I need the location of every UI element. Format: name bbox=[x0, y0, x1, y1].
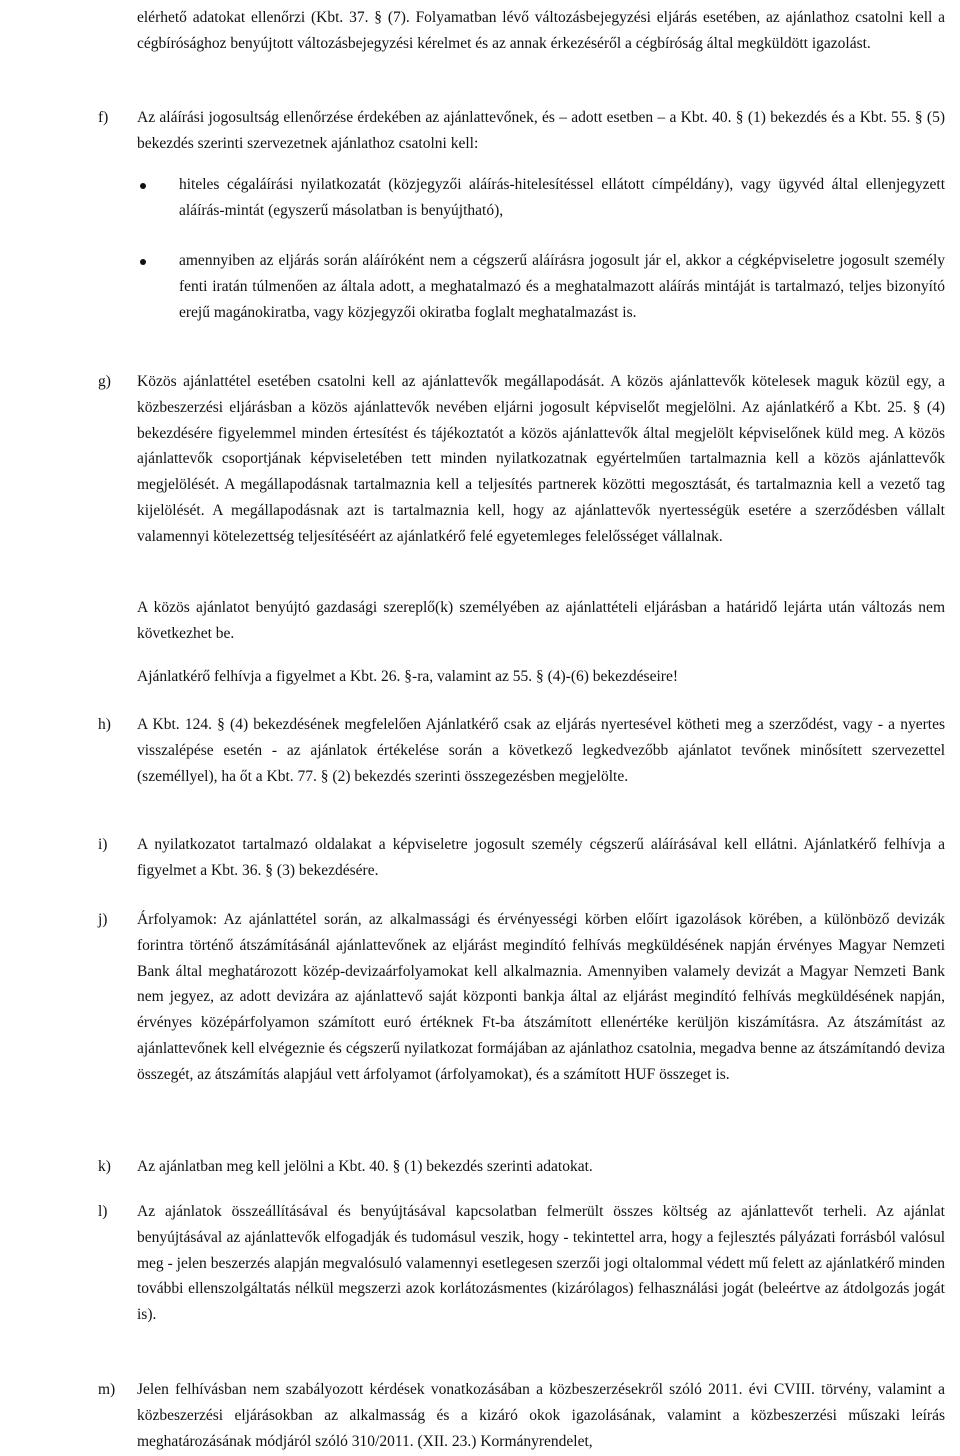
item-text-k: Az ajánlatban meg kell jelölni a Kbt. 40. § (1) bekezdés szerinti adatokat. bbox=[137, 1158, 593, 1175]
item-label-f: f) bbox=[98, 109, 109, 126]
bullet-text-f-2: amennyiben az eljárás során aláíróként nem a cégszerű aláírásra jogosult jár el, akkor a cégképviseletre jogosult személy fenti iratán túlmenően az általa adott, a meghatalmazó és a meghatalmazott aláírás mintáját is tartalmazó, teljes bizonyító erejű magánokiratba, vagy közjegyzői okiratba foglalt meghatalmazást is. bbox=[179, 252, 945, 321]
bullet-icon bbox=[140, 259, 146, 265]
item-label-m: m) bbox=[98, 1381, 116, 1398]
item-label-h: h) bbox=[98, 716, 111, 733]
item-label-j: j) bbox=[98, 911, 108, 928]
item-text-j: Árfolyamok: Az ajánlattétel során, az alkalmassági és érvényességi körben előírt igazolások körében, a különböző devizák forintra történő átszámításánál ajánlattevőnek az eljárást megindító felhívás megküldésének napján érvényes Magyar Nemzeti Bank által meghatározott közép-devizaárfolyamokat kell alkalmaznia. Amennyiben valamely devizát a Magyar Nemzeti Bank nem jegyez, az adott devizára az ajánlattevő saját központi bankja által az eljárást megindító felhívás megküldésének napján, érvényes középárfolyamon számított euró értéknek Ft-ba átszámított ellenértéke kerüljön kiszámításra. Az átszámítást az ajánlattevőnek kell elvégeznie és cégszerű nyilatkozat formájában az ajánlathoz csatolnia, megadva benne az átszámítandó deviza összegét, az átszámítás alapjául vett árfolyamot (árfolyamokat), és a számított HUF összeget is. bbox=[137, 911, 945, 1083]
item-text-g: Közös ajánlattétel esetében csatolni kell az ajánlattevők megállapodását. A közös ajánlattevők kötelesek maguk közül egy, a közbeszerzési eljárásban a közös ajánlattevők nevében eljárni jogosult képviselőt megjelölni. Az ajánlatkérő a Kbt. 25. § (4) bekezdésére figyelemmel minden értesítést és tájékoztatót a közös ajánlattevők által megjelölt képviselőnek küld meg. A közös ajánlattevők csoportjának képviseletében tett minden nyilatkozatnak egyértelműen tartalmaznia kell a közös ajánlattevők megjelölését. A megállapodásnak tartalmaznia kell a teljesítés partnerek közötti megosztását, és tartalmaznia kell a vezető tag kijelölését. A megállapodásnak azt is tartalmaznia kell, hogy az ajánlattevők nyertességük esetére a szerződésben vállalt valamennyi kötelezettség teljesítéséért az ajánlatkérő felé egyetemleges felelősséget vállalnak. bbox=[137, 373, 945, 545]
item-text-h: A Kbt. 124. § (4) bekezdésének megfelelően Ajánlatkérő csak az eljárás nyertesével kötheti meg a szerződést, vagy - a nyertes visszalépése esetén - az ajánlatok értékelése során a következő legkedvezőbb ajánlatot tevőnek minősített szervezettel (személlyel), ha őt a Kbt. 77. § (2) bekezdés szerinti összegezésben megjelölte. bbox=[137, 716, 945, 785]
item-text-g-3: Ajánlatkérő felhívja a figyelmet a Kbt. 26. §-ra, valamint az 55. § (4)-(6) bekezdéseire! bbox=[137, 668, 678, 685]
item-text-g-2: A közös ajánlatot benyújtó gazdasági szereplő(k) személyében az ajánlattételi eljárásban a határidő lejárta után változás nem következhet be. bbox=[137, 599, 945, 642]
item-label-i: i) bbox=[98, 836, 108, 853]
item-text-f: Az aláírási jogosultság ellenőrzése érdekében az ajánlattevőnek, és – adott esetben – a Kbt. 40. § (1) bekezdés és a Kbt. 55. § (5) bekezdés szerinti szervezetnek ajánlathoz csatolni kell: bbox=[137, 109, 945, 152]
item-label-k: k) bbox=[98, 1158, 111, 1175]
item-label-g: g) bbox=[98, 373, 111, 390]
bullet-text-f-1: hiteles cégaláírási nyilatkozatát (közjegyzői aláírás-hitelesítéssel ellátott címpéldány), vagy ügyvéd által ellenjegyzett aláírás-mintát (egyszerű másolatban is benyújtható), bbox=[179, 176, 945, 219]
item-text-m: Jelen felhívásban nem szabályozott kérdések vonatkozásában a közbeszerzésekről szóló 2011. évi CVIII. törvény, valamint a közbeszerzési eljárásokban az alkalmasság és a kizáró okok igazolásának, valamint a közbeszerzési műszaki leírás meghatározásának módjáról szóló 310/2011. (XII. 23.) Kormányrendelet, bbox=[137, 1381, 945, 1450]
item-text-i: A nyilatkozatot tartalmazó oldalakat a képviseletre jogosult személy cégszerű aláírásával kell ellátni. Ajánlatkérő felhívja a figyelmet a Kbt. 36. § (3) bekezdésére. bbox=[137, 836, 945, 879]
bullet-icon bbox=[140, 183, 146, 189]
item-label-l: l) bbox=[98, 1203, 108, 1220]
item-text-l: Az ajánlatok összeállításával és benyújtásával kapcsolatban felmerült összes költség az ajánlattevőt terheli. Az ajánlat benyújtásával az ajánlattevők elfogadják és tudomásul veszik, hogy - tekintettel arra, hogy a fejlesztés pályázati forrásból valósul meg - jelen beszerzés alapján megvalósuló valamennyi esetlegesen szerzői jogi oltalommal védett mű felett az ajánlatkérő minden további ellenszolgáltatás nélkül megszerzi azok korlátozásmentes (kizárólagos) felhasználási jogát (beleértve az átdolgozás jogát is). bbox=[137, 1203, 945, 1324]
intro-paragraph: elérhető adatokat ellenőrzi (Kbt. 37. § (7). Folyamatban lévő változásbejegyzési eljárás esetében, az ajánlathoz csatolni kell a cégbírósághoz benyújtott változásbejegyzési kérelmet és az annak érkezéséről a cégbíróság által megküldött igazolást. bbox=[137, 9, 945, 52]
